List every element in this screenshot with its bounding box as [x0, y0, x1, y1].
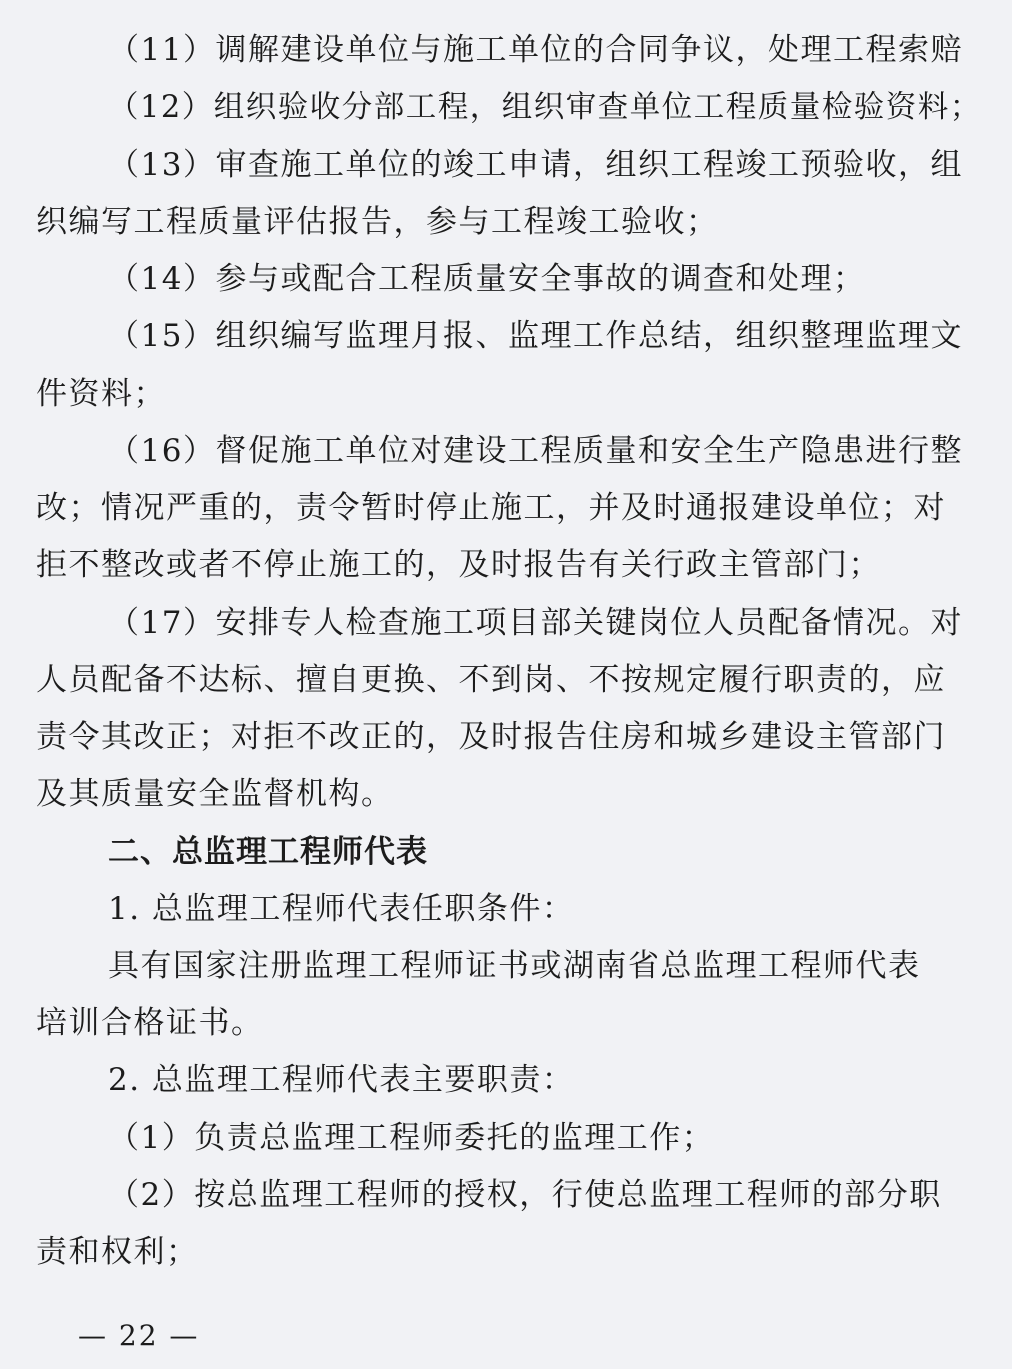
text-line: （12）组织验收分部工程，组织审查单位工程质量检验资料；: [108, 90, 982, 125]
text-line: （15）组织编写监理月报、监理工作总结，组织整理监理文: [108, 318, 963, 354]
text-line: 改；情况严重的，责令暂时停止施工，并及时通报建设单位；对: [36, 490, 946, 526]
text-line: （2）按总监理工程师的授权，行使总监理工程师的部分职: [108, 1177, 942, 1213]
text-line: 及其质量安全监督机构。: [36, 776, 394, 812]
text-line: （13）审查施工单位的竣工申请，组织工程竣工预验收，组: [108, 147, 963, 183]
text-line: 拒不整改或者不停止施工的，及时报告有关行政主管部门；: [36, 547, 881, 583]
text-line: 培训合格证书。: [36, 1005, 264, 1041]
text-line: 件资料；: [36, 376, 166, 412]
text-line: （14）参与或配合工程质量安全事故的调查和处理；: [108, 261, 866, 297]
text-line: 织编写工程质量评估报告，参与工程竣工验收；: [36, 204, 719, 240]
text-line: 1. 总监理工程师代表任职条件：: [108, 891, 575, 927]
text-line: （16）督促施工单位对建设工程质量和安全生产隐患进行整: [108, 433, 963, 469]
section-heading: 二、总监理工程师代表: [108, 834, 428, 870]
text-line: 具有国家注册监理工程师证书或湖南省总监理工程师代表: [108, 948, 921, 984]
page-number: — 22 —: [78, 1319, 200, 1352]
text-line: 2. 总监理工程师代表主要职责：: [108, 1062, 575, 1098]
text-line: （11）调解建设单位与施工单位的合同争议，处理工程索赔: [108, 32, 963, 68]
text-line: （1）负责总监理工程师委托的监理工作；: [108, 1120, 715, 1156]
text-line: 人员配备不达标、擅自更换、不到岗、不按规定履行职责的，应: [36, 662, 946, 698]
text-line: （17）安排专人检查施工项目部关键岗位人员配备情况。对: [108, 605, 963, 641]
text-line: 责令其改正；对拒不改正的，及时报告住房和城乡建设主管部门: [36, 719, 946, 755]
text-line: 责和权利；: [36, 1234, 199, 1270]
